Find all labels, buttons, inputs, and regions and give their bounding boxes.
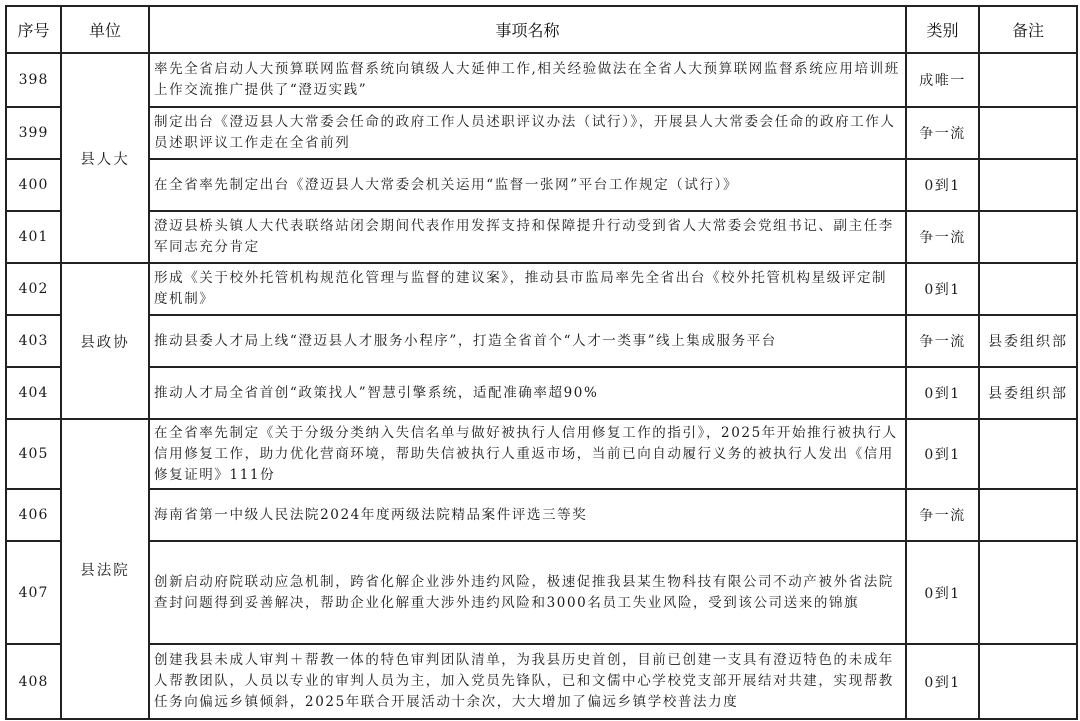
category-cell: 0到1	[906, 419, 979, 489]
note-cell: 县委组织部	[979, 315, 1077, 367]
row-number: 403	[6, 315, 61, 367]
category-cell: 0到1	[906, 541, 979, 644]
row-number: 406	[6, 489, 61, 541]
note-cell	[979, 211, 1077, 263]
table-row	[6, 159, 1077, 211]
header-item-name: 事项名称	[149, 6, 906, 53]
item-description: 推动人才局全省首创“政策找人”智慧引擎系统，适配准确率超90%	[149, 367, 906, 419]
item-description: 率先全省启动人大预算联网监督系统向镇级人大延伸工作,相关经验做法在全省人大预算联网监督系统应用培训班上作交流推广提供了“澄迈实践”	[149, 53, 906, 107]
table-row	[6, 419, 1077, 489]
row-number: 404	[6, 367, 61, 419]
table-row	[6, 315, 1077, 367]
category-cell: 争一流	[906, 315, 979, 367]
header-unit: 单位	[61, 6, 149, 53]
note-cell	[979, 263, 1077, 315]
row-number: 398	[6, 53, 61, 107]
row-number: 407	[6, 541, 61, 644]
table-row	[6, 211, 1077, 263]
item-description: 创建我县未成人审判＋帮教一体的特色审判团队清单，为我县历史首创，目前已创建一支具有澄迈特色的未成年人帮教团队，人员以专业的审判人员为主，加入党员先锋队，已和文儒中心学校党支部开展结对共建，实现帮教任务向偏远乡镇倾斜，2025年联合开展活动十余次，大大增加了偏远乡镇学校普法力度	[149, 644, 906, 719]
row-number: 408	[6, 644, 61, 719]
header-number: 序号	[6, 6, 61, 53]
unit-cell: 县人大	[61, 53, 149, 263]
row-number: 405	[6, 419, 61, 489]
note-cell	[979, 489, 1077, 541]
item-description: 在全省率先制定《关于分级分类纳入失信名单与做好被执行人信用修复工作的指引》，2025年开始推行被执行人信用修复工作，助力优化营商环境，帮助失信被执行人重返市场，当前已向自动履行义务的被执行人发出《信用修复证明》111份	[149, 419, 906, 489]
category-cell: 0到1	[906, 263, 979, 315]
row-number: 402	[6, 263, 61, 315]
item-description: 海南省第一中级人民法院2024年度两级法院精品案件评选三等奖	[149, 489, 906, 541]
category-cell: 0到1	[906, 159, 979, 211]
category-cell: 0到1	[906, 644, 979, 719]
row-number: 399	[6, 107, 61, 159]
item-description: 制定出台《澄迈县人大常委会任命的政府工作人员述职评议办法（试行）》，开展县人大常委会任命的政府工作人员述职评议工作走在全省前列	[149, 107, 906, 159]
achievements-table	[5, 5, 1078, 720]
note-cell	[979, 159, 1077, 211]
category-cell: 成唯一	[906, 53, 979, 107]
category-cell: 争一流	[906, 107, 979, 159]
table-row	[6, 107, 1077, 159]
note-cell: 县委组织部	[979, 367, 1077, 419]
item-description: 澄迈县桥头镇人大代表联络站闭会期间代表作用发挥支持和保障提升行动受到省人大常委会党组书记、副主任李军同志充分肯定	[149, 211, 906, 263]
table-row	[6, 53, 1077, 107]
item-description: 在全省率先制定出台《澄迈县人大常委会机关运用“监督一张网”平台工作规定（试行）》	[149, 159, 906, 211]
table-row	[6, 489, 1077, 541]
note-cell	[979, 419, 1077, 489]
unit-cell: 县政协	[61, 263, 149, 419]
category-cell: 0到1	[906, 367, 979, 419]
category-cell: 争一流	[906, 489, 979, 541]
table-row	[6, 367, 1077, 419]
note-cell	[979, 541, 1077, 644]
unit-cell: 县法院	[61, 419, 149, 719]
header-note: 备注	[979, 6, 1077, 53]
category-cell: 争一流	[906, 211, 979, 263]
row-number: 400	[6, 159, 61, 211]
note-cell	[979, 644, 1077, 719]
table-row	[6, 644, 1077, 719]
row-number: 401	[6, 211, 61, 263]
note-cell	[979, 53, 1077, 107]
note-cell	[979, 107, 1077, 159]
item-description: 形成《关于校外托管机构规范化管理与监督的建议案》，推动县市监局率先全省出台《校外托管机构星级评定制度机制》	[149, 263, 906, 315]
table-header-row	[6, 6, 1077, 53]
table-row	[6, 263, 1077, 315]
header-category: 类别	[906, 6, 979, 53]
item-description: 创新启动府院联动应急机制，跨省化解企业涉外违约风险，极速促推我县某生物科技有限公司不动产被外省法院查封问题得到妥善解决，帮助企业化解重大涉外违约风险和3000名员工失业风险，受到该公司送来的锦旗	[149, 541, 906, 644]
item-description: 推动县委人才局上线“澄迈县人才服务小程序”，打造全省首个“人才一类事”线上集成服务平台	[149, 315, 906, 367]
table-row	[6, 541, 1077, 644]
